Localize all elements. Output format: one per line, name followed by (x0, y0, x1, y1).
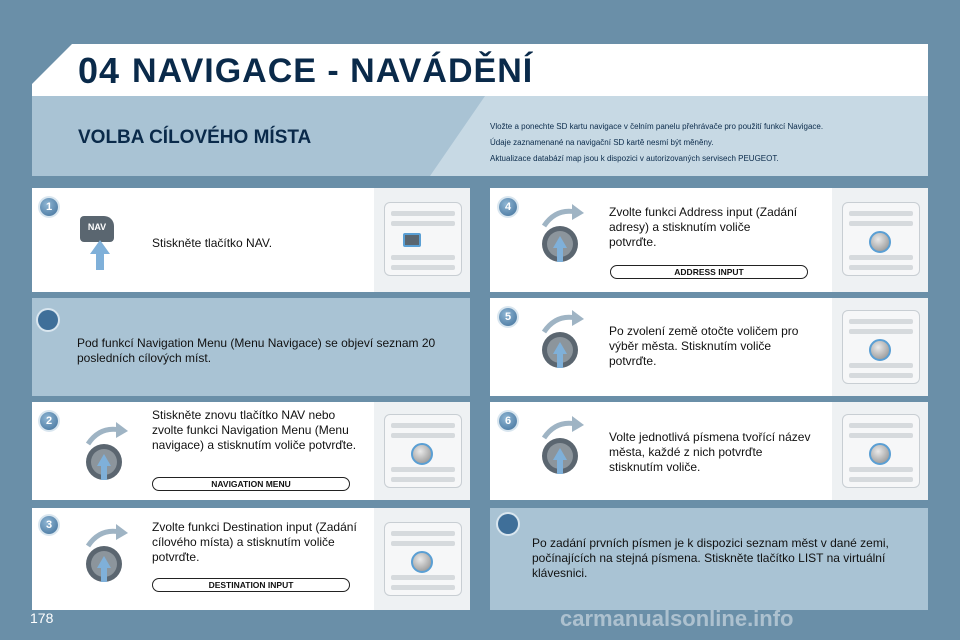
section-subtitle: VOLBA CÍLOVÉHO MÍSTA (78, 127, 312, 148)
step-badge: 6 (499, 412, 517, 430)
rotary-knob-icon (80, 418, 136, 500)
lightbulb-icon (38, 310, 58, 330)
step-6-text: Volte jednotlivá písmena tvořící název města, každé z nich potvrďte stisknutím voliče. (609, 430, 811, 474)
step-1-text: Stiskněte tlačítko NAV. (152, 236, 273, 250)
radio-panel-image (374, 188, 470, 292)
chapter-number: 04 (78, 50, 121, 91)
radio-panel-image (832, 188, 928, 292)
tip-2-text: Po zadání prvních písmen je k dispozici seznam měst v dané zemi, počínajících na stejná písmena. Stiskněte tlačítko LIST na virtuální klávesnici. (532, 536, 889, 580)
watermark: carmanualsonline.info (560, 606, 794, 631)
step-2-text: Stiskněte znovu tlačítko NAV nebo zvolte funkci Navigation Menu (Menu navigace) a stisknutím voliče potvrďte. (152, 408, 357, 452)
radio-unit (842, 202, 920, 276)
intro-line: Aktualizace databází map jsou k dispozici v autorizovaných servisech PEUGEOT. (490, 154, 779, 163)
radio-unit (842, 310, 920, 384)
step-3-text: Zvolte funkci Destination input (Zadání cílového místa) a stisknutím voliče potvrďte. (152, 520, 357, 564)
intro-line: Údaje zaznamenané na navigační SD kartě nesmí být měněny. (490, 138, 714, 147)
page-number: 178 (30, 610, 54, 626)
intro-divider (430, 96, 485, 176)
step-badge: 1 (40, 198, 58, 216)
menu-label-address: ADDRESS INPUT (610, 265, 808, 279)
radio-unit (384, 522, 462, 596)
menu-label-destination: DESTINATION INPUT (152, 578, 350, 592)
radio-unit (384, 202, 462, 276)
radio-unit (384, 414, 462, 488)
radio-unit (842, 414, 920, 488)
step-4-text: Zvolte funkci Address input (Zadání adresy) a stisknutím voliče potvrďte. (609, 205, 798, 249)
rotary-knob-icon (536, 200, 592, 282)
step-badge: 4 (499, 198, 517, 216)
radio-panel-image (374, 508, 470, 610)
intro-line: Vložte a ponechte SD kartu navigace v čelním panelu přehrávače pro použití funkcí Navigace. (490, 122, 824, 131)
nav-button-icon: NAV (80, 216, 114, 242)
rotary-knob-icon (80, 520, 136, 602)
rotary-knob-icon (536, 412, 592, 494)
rotary-knob-icon (536, 306, 592, 388)
menu-label-navigation: NAVIGATION MENU (152, 477, 350, 491)
page-title: NAVIGACE - NAVÁDĚNÍ (132, 52, 534, 90)
intro-notes (485, 96, 928, 176)
step-badge: 3 (40, 516, 58, 534)
tip-1-text: Pod funkcí Navigation Menu (Menu Navigace) se objeví seznam 20 posledních cílových míst. (77, 336, 436, 365)
lightbulb-icon (498, 514, 518, 534)
step-badge: 2 (40, 412, 58, 430)
press-arrow-icon (88, 240, 112, 270)
step-badge: 5 (499, 308, 517, 326)
radio-panel-image (374, 402, 470, 500)
step-5-text: Po zvolení země otočte voličem pro výběr města. Stisknutím voliče potvrďte. (609, 324, 799, 368)
radio-panel-image (832, 298, 928, 396)
radio-panel-image (832, 402, 928, 500)
